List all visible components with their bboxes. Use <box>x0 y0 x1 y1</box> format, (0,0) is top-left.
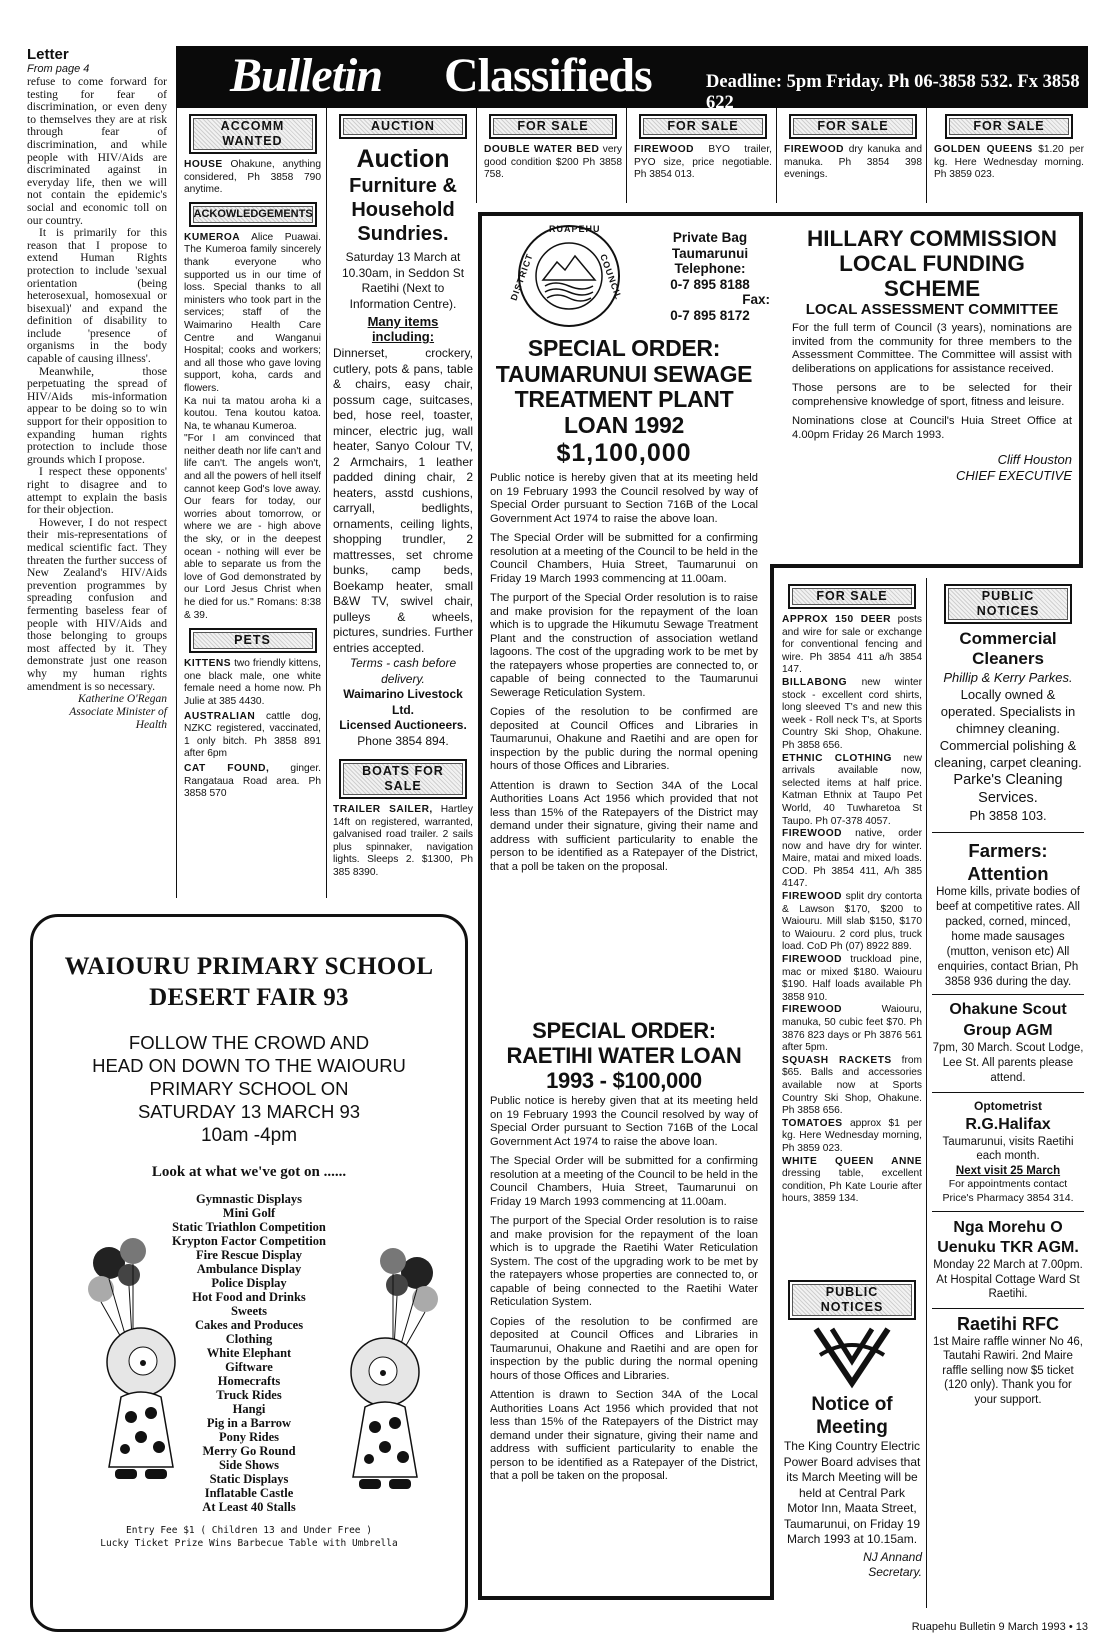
column-auction <box>333 114 473 894</box>
cleaners-text: Locally owned & operated. Specialists in chimney cleaning. Commercial polishing & cleaning, carpet cleaning. <box>934 687 1082 770</box>
column-divider <box>176 108 177 898</box>
fair-lucky: Lucky Ticket Prize Wins Barbecue Table with Umbrella <box>100 1538 398 1549</box>
notice-paragraph: Copies of the resolution to be confirmed are deposited at Council Offices and Libraries in Taumarunui, Ohakune and Raetihi and are open for inspection by the public during the normal opening hours of those Offices and Libraries. <box>490 706 758 772</box>
auction-when: Saturday 13 March at 10.30am, in Seddon St Raetihi (Next to Information Centre). <box>341 250 465 311</box>
fair-line: 10am -4pm <box>200 1125 298 1146</box>
kcepb-notice <box>782 1280 922 1598</box>
auction-firm: Waimarino Livestock Ltd. <box>343 687 463 717</box>
classified-item: FIREWOOD split dry contorta & Lawson $170, $200 to Waiouru. Mill slab $150, $170 to Waiouru. 2 cord plus, truck load. CoD Ph (07) 8922 889. <box>782 891 922 953</box>
acknowledgement-quote: "For I am convinced that neither death nor life can't and life can't. The angels won't, and all the powers of hell itself cannot keep God's love away. Our fears for today, our worries about tomorrow, or where we are - high above the sky, or in the deepest ocean - nothing will ever be able to separate us from the love of God demonstrated by our Lord Jesus Christ when he died for us." Romans: 8:38 & 39. <box>184 433 321 621</box>
hillary-title: HILLARY COMMISSION LOCAL FUNDING SCHEME <box>806 226 1057 301</box>
fair-item: Fire Rescue Display <box>195 1248 302 1262</box>
hillary-subtitle: LOCAL ASSESSMENT COMMITTEE <box>805 301 1059 318</box>
fair-item: Krypton Factor Competition <box>172 1234 326 1248</box>
desert-fair-ad <box>30 914 468 1632</box>
section-header-for-sale: FOR SALE <box>489 114 617 139</box>
fair-item: Sweets <box>230 1304 268 1318</box>
fair-item: Gymnastic Displays <box>196 1192 302 1206</box>
nga-morehu-text: Monday 22 March at 7.00pm. At Hospital Cottage Ward St Raetihi. <box>933 1259 1083 1300</box>
notice-paragraph: Attention is drawn to Section 34A of the Local Authorities Loans Act 1956 which provided that not less than 15% of the Ratepayers of the District may demand under their signature, giving their name and address with sufficient particularity to enable the person to be identified as a Ratepayer of the District, that a poll be taken on the proposal. <box>490 1389 758 1482</box>
fair-item: Clothing <box>225 1332 273 1346</box>
notice-paragraph: For the full term of Council (3 years), nominations are invited from the community for three members to the Assessment Committee. The Committee will assist with deliberations on applications for assistance received. <box>792 322 1072 375</box>
for-sale-box <box>634 114 772 202</box>
fair-item: Hot Food and Drinks <box>192 1290 306 1304</box>
council-notice-mid-edge <box>770 564 1083 568</box>
section-header-accomm: ACCOMM WANTED <box>189 114 317 154</box>
column-divider <box>926 108 927 203</box>
notice-paragraph: The Special Order will be submitted for a confirming resolution at a meeting of the Council to be held in the Council Chambers, Huia Street, Taumarunui on Friday 19 March 1993 commencing at 11.00am. <box>490 1155 758 1208</box>
letter-body <box>27 76 167 693</box>
divider <box>932 1211 1084 1212</box>
banner-title-classifieds: Classifieds <box>444 49 652 102</box>
special-order-amount: $1,100,000 <box>556 439 692 467</box>
classified-item: FIREWOOD BYO trailer, PYO size, price negotiable. Ph 3854 013. <box>634 144 772 181</box>
banner-deadline: Deadline: 5pm Friday. Ph 06-3858 532. Fx 3858 622 <box>706 72 1080 113</box>
fair-line: HEAD ON DOWN TO THE WAIOURU <box>92 1055 406 1076</box>
classified-item: CAT FOUND, ginger. Rangataua Road area. Ph 3858 570 <box>184 762 321 800</box>
council-logo <box>508 222 624 330</box>
classified-item: ETHNIC CLOTHING new arrivals available now, selected items at half price. Katman Ethnix at Taupo Pet World, 40 Tuwharetoa St Taupo. Ph 07-378 4057. <box>782 752 922 827</box>
cleaners-names: Phillip & Kerry Parkes. <box>943 670 1073 685</box>
auction-title: Auction <box>356 145 450 173</box>
fair-title-event: DESERT FAIR 93 <box>149 984 349 1011</box>
letter-paragraph: It is primarily for this reason that I propose to extend Human Rights protection to include 'sexual orientation (being heterosexual, homosexual or bisexual)' and expand the definition of disability to include 'presence of organisms in the body capable of causing illness'. <box>27 226 167 366</box>
cleaners-phone: Ph 3858 103. <box>969 808 1047 823</box>
auction-licensed: Licensed Auctioneers. <box>339 718 467 732</box>
column-for-sale <box>782 584 922 1274</box>
divider <box>932 1092 1084 1093</box>
fair-look: Look at what we've got on ...... <box>151 1164 347 1180</box>
section-header-for-sale: FOR SALE <box>945 114 1073 139</box>
optometrist-name: R.G.Halifax <box>965 1115 1051 1133</box>
notice-paragraph: The purport of the Special Order resolution is to raise and make provision for the repayment of the loan which is to upgrade the Hikumutu Sewage Treatment Plant and the construction of association wetland lagoons. The cost of the upgrading work to be met by the ratepayers whose properties are connected to, or capable of being connected to the Taumarunui Sewerage Reticulation System. <box>490 592 758 699</box>
fair-item: Police Display <box>211 1276 287 1290</box>
fair-item: Static Displays <box>209 1472 289 1486</box>
notice-paragraph: The Special Order will be submitted for a confirming resolution at a meeting of the Council to be held in the Council Chambers, Huia Street, Taumarunui on Friday 19 March 1993 commencing at 11.00am. <box>490 532 758 585</box>
council-notice-inner-edge <box>770 564 774 1600</box>
hillary-commission-notice <box>792 226 1072 560</box>
raetihi-rfc-text: 1st Maire raffle winner No 46, Tautahi Rawiri. 2nd Maire raffle selling now $5 ticket (120 only). Thank you for your support. <box>933 1335 1083 1406</box>
farmers-text: Home kills, private bodies of beef at competitive rates. All packed, corned, minced, home made sausages (mutton, venison etc) All enquiries, contact Brian, Ph 3858 936 during the day. <box>936 886 1080 988</box>
power-board-logo-icon <box>812 1325 892 1387</box>
for-sale-box <box>934 114 1084 202</box>
auction-many-items: Many items including: <box>367 314 439 344</box>
fair-item: Ambulance Display <box>196 1262 302 1276</box>
special-order-water <box>490 1018 758 1593</box>
letter-heading: Letter <box>27 46 69 63</box>
logo-text-right: COUNCIL <box>598 252 624 302</box>
kcepb-signature: NJ Annand <box>863 1549 922 1564</box>
section-header-for-sale: FOR SALE <box>789 114 917 139</box>
column-divider <box>626 108 627 203</box>
classified-item: FIREWOOD dry kanuka and manuka. Ph 3854 398 evenings. <box>784 144 922 181</box>
classified-item: BILLABONG new winter stock - excellent cord shirts, long sleeved T's and new this week - Roll neck T's, at Sports Country Ski Shop, Ohakune. Ph 3858 656. <box>782 676 922 751</box>
classifieds-banner <box>176 46 1088 113</box>
council-notice-right-edge <box>1079 212 1083 568</box>
fair-item: At Least 40 Stalls <box>202 1500 296 1514</box>
letter-paragraph: I respect these opponents' right to disagree and to attempt to explain the basis for their objection. <box>27 465 167 517</box>
scout-title: Ohakune Scout Group AGM <box>949 1001 1067 1039</box>
kcepb-title: Notice of Meeting <box>811 1394 893 1438</box>
cleaners-name: Parke's Cleaning Services. <box>953 772 1063 806</box>
section-header-public-notices: PUBLIC NOTICES <box>788 1280 916 1320</box>
banner-title-bulletin: Bulletin <box>230 49 383 102</box>
classified-item: SQUASH RACKETS from $65. Balls and accessories available now at Sports Country Ski Shop, Ohakune. Ph 3858 656. <box>782 1054 922 1117</box>
divider <box>932 832 1084 833</box>
divider <box>932 1308 1084 1309</box>
kcepb-role: Secretary. <box>868 1564 922 1579</box>
classified-item: DOUBLE WATER BED very good condition $200 Ph 3858 758. <box>484 144 622 181</box>
classified-item: TOMATOES approx $1 per kg. Here Wednesday morning, Ph 3859 023. <box>782 1117 922 1154</box>
fair-item: Merry Go Round <box>202 1444 296 1458</box>
letter-paragraph: Meanwhile, those perpetuating the spread of HIV/Aids mis-information appear to be doing so to win support for their opposition to expanding human rights protection to include those grounds which I propose. <box>27 364 167 466</box>
fair-line: SATURDAY 13 MARCH 93 <box>137 1101 361 1122</box>
auction-subtitle: Furniture & Household Sundries. <box>349 175 457 245</box>
kcepb-text: The King Country Electric Power Board advises that its March Meeting will be held at Central Park Motor Inn, Maata Street, Taumarunui, on Friday 19 March 1993 at 10.15am. <box>783 1439 921 1546</box>
page-footer: Ruapehu Bulletin 9 March 1993 • 13 <box>911 1621 1088 1633</box>
notice-paragraph: Nominations close at Council's Huia Street Office at 4.00pm Friday 26 March 1993. <box>792 415 1072 441</box>
clown-balloons-icon <box>335 1247 445 1497</box>
hillary-signature: Cliff Houston <box>997 452 1072 467</box>
fair-item: White Elephant <box>206 1346 292 1360</box>
fair-item: Pony Rides <box>218 1430 280 1444</box>
for-sale-box <box>484 114 622 202</box>
classified-item: AUSTRALIAN cattle dog, NZKC registered, vaccinated, 1 only bitch. Ph 3858 891 after 6pm <box>184 710 321 760</box>
acknowledgement-maori: Ka nui ta matou aroha ki a koutou. Tena koutou katoa. Na, te whanau Kumeroa. <box>184 395 321 432</box>
classified-item: KITTENS two friendly kittens, one black male, one white female need a home now. Ph Julie at 385 4430. <box>184 658 321 707</box>
farmers-title: Farmers: Attention <box>967 840 1049 884</box>
special-order-title: SPECIAL ORDER: TAUMARUNUI SEWAGE TREATMENT PLANT LOAN 1992 <box>495 335 753 438</box>
notice-paragraph: Public notice is hereby given that at its meeting held on 19 February 1993 the Council resolved by way of Special Order pursuant to Section 716B of the Local Government Act 1974 to raise the above loan. <box>490 1095 758 1148</box>
fair-item: Static Triathlon Competition <box>172 1220 326 1234</box>
section-header-auction: AUCTION <box>339 114 467 139</box>
optometrist-next: Next visit 25 March <box>955 1164 1061 1177</box>
section-header-public-notices: PUBLIC NOTICES <box>944 584 1072 624</box>
notice-paragraph: The purport of the Special Order resolution is to raise and make provision for the repayment of the loan which is to upgrade the Raetihi Water Reticulation System. The cost of the upgrading work to be met by the ratepayers whose properties are connected to, or capable of being connected to the Raetihi Water Reticulation System. <box>490 1215 758 1308</box>
cleaners-title: Commercial Cleaners <box>959 629 1057 668</box>
fair-entry: Entry Fee $1 ( Children 13 and Under Free ) <box>126 1525 372 1536</box>
column-divider <box>476 108 477 203</box>
notice-paragraph: Copies of the resolution to be confirmed are deposited at Council Offices and Libraries in Taumarunui, Ohakune and Raetihi and are open for inspection by the public during the normal opening hours of those Offices and Libraries. <box>490 1315 758 1382</box>
section-header-for-sale: FOR SALE <box>639 114 767 139</box>
fair-item: Inflatable Castle <box>204 1486 294 1500</box>
optometrist-contact: For appointments contact Price's Pharmacy 3854 314. <box>942 1178 1074 1204</box>
for-sale-box <box>784 114 922 202</box>
fair-item: Mini Golf <box>222 1206 276 1220</box>
classified-item: FIREWOOD truckload pine, mac or mixed $180. Waiouru $190. Half loads available Ph 3858 910. <box>782 954 922 1003</box>
fair-line: FOLLOW THE CROWD AND <box>128 1032 370 1053</box>
column-divider <box>326 108 327 898</box>
clown-balloons-icon <box>81 1237 191 1487</box>
letter-role: Health <box>135 719 167 732</box>
notice-paragraph: Public notice is hereby given that at its meeting held on 19 February 1993 the Council resolved by way of Special Order pursuant to Section 716B of the Local Government Act 1974 to raise the above loan. <box>490 472 758 525</box>
section-header-for-sale: FOR SALE <box>788 584 916 609</box>
classified-item: FIREWOOD native, order now and have dry for winter. Maire, matai and mixed loads. COD. Ph 3854 411, A/h 385 4147. <box>782 828 922 890</box>
fair-item: Cakes and Produces <box>194 1318 304 1332</box>
fair-item: Hangi <box>232 1402 266 1416</box>
fair-item: Side Shows <box>218 1458 280 1472</box>
letter-column <box>27 46 167 910</box>
column-accomm-ack-pets <box>184 114 321 894</box>
scout-text: 7pm, 30 March. Scout Lodge, Lee St. All parents please attend. <box>932 1042 1084 1084</box>
section-header-boats: BOATS FOR SALE <box>339 759 467 799</box>
classified-item: GOLDEN QUEENS $1.20 per kg. Here Wednesday morning. Ph 3859 023. <box>934 144 1084 181</box>
letter-paragraph: refuse to come forward for testing for fear of discrimination, or even deny to themselves they are at risk through fear of discrimination, and while people with HIV/Aids are discriminated against in everyday life, then we will not contain the epidemic's social and economic toll on our country. <box>27 75 167 227</box>
raetihi-rfc-title: Raetihi RFC <box>956 1313 1059 1334</box>
column-divider <box>776 108 777 203</box>
nga-morehu-title: Nga Morehu O Uenuku TKR AGM. <box>937 1219 1079 1256</box>
column-public-notices <box>932 584 1084 1614</box>
acknowledgement-text: KUMEROA Alice Puawai. The Kumeroa family sincerely thank everyone who supported us in our time of loss. Special thanks to all ministers who took part in the services; staff of the Waimarino Health Care Centre and Wanganui Hospital; cooks and workers; and all those who gave loving support, koha, cards and flowers. <box>184 231 321 394</box>
fair-title-school: WAIOURU PRIMARY SCHOOL <box>64 953 434 980</box>
hillary-role: CHIEF EXECUTIVE <box>955 468 1072 483</box>
classified-item: HOUSE Ohakune, anything considered, Ph 3858 790 anytime. <box>184 159 321 196</box>
special-order-title: SPECIAL ORDER: RAETIHI WATER LOAN 1993 - $100,000 <box>506 1018 742 1093</box>
fair-line: PRIMARY SCHOOL ON <box>149 1078 349 1099</box>
special-order-sewage <box>490 336 758 991</box>
auction-items: Dinnerset, crockery, cutlery, pots & pans, table & chairs, easy chair, possum cage, suitcases, bed, hose reel, toaster, mincer, electric jug, wall heater, Sanyo Colour TV, 2 Armchairs, 1 leather padded dining chair, 2 heaters, asstd cushions, carryall, bedlights, ornaments, ceiling lights, shopping trundler, 2 mattresses, set chrome bunks, camp beds, Boekamp heater, small B&W TV, swivel chair, pulleys & wheels, pictures, sundries. Further entries accepted. <box>333 346 473 655</box>
fair-item: Pig in a Barrow <box>206 1416 292 1430</box>
letter-from: From page 4 <box>27 63 90 75</box>
classified-item: FIREWOOD Waiouru, manuka, 50 cubic feet $70. Ph 3876 823 days or Ph 3876 561 after 5pm. <box>782 1004 922 1054</box>
letter-role: Associate Minister of <box>69 706 167 719</box>
logo-text-top: RUAPEHU <box>549 224 601 234</box>
auction-phone: Phone 3854 894. <box>357 733 449 748</box>
classified-item: WHITE QUEEN ANNE dressing table, excellent condition, Ph Kate Lourie after hours, 3859 134. <box>782 1155 922 1205</box>
letter-signature: Katherine O'Regan <box>77 693 167 706</box>
notice-paragraph: Those persons are to be selected for their comprehensive knowledge of sport, fitness and leisure. <box>792 382 1072 408</box>
fair-item: Homecrafts <box>217 1374 281 1388</box>
classified-item: TRAILER SAILER, Hartley 14ft on registered, warranted, galvanised road trailer. 2 sails plus spinnaker, navigation lights. Sleeps 2. $1300, Ph 385 8390. <box>333 804 473 878</box>
section-header-ack: ACKOWLEDGEMENTS <box>189 202 317 227</box>
auction-terms: Terms - cash before delivery. <box>349 656 457 686</box>
optometrist-label: Optometrist <box>973 1099 1042 1113</box>
logo-text-left: DISTRICT <box>508 252 535 302</box>
fair-item: Truck Rides <box>216 1388 282 1402</box>
letter-paragraph: However, I do not respect their mis-representations of medical scientific fact. They threaten the further success of New Zealand's HIV/Aids prevention programmes by spreading confusion and fermenting baseless fear of people with HIV/Aids and those belonging to groups most affected by it. They demonstrate just one reason why my human rights amendment is so necessary. <box>27 515 167 693</box>
classified-item: APPROX 150 DEER posts and wire for sale or exchange for conventional fencing and wire. Ph 3854 411 a/h 3854 147. <box>782 614 922 676</box>
council-address: Private Bag Taumarunui Telephone: 0-7 895 8188 Fax: 0-7 895 8172 <box>670 230 770 323</box>
divider <box>932 994 1084 995</box>
optometrist-text: Taumarunui, visits Raetihi each month. <box>942 1135 1074 1162</box>
fair-item: Giftware <box>225 1360 273 1374</box>
notice-paragraph: Attention is drawn to Section 34A of the Local Authorities Loans Act 1956 which provided that not less than 15% of the Ratepayers of the District may demand under their signature, giving their name and address with sufficient particularity to enable the person to be identified as a Ratepayer of the District, that a poll be taken on the proposal. <box>490 779 758 873</box>
council-notice-bottom-edge <box>478 1596 774 1600</box>
section-header-pets: PETS <box>189 628 317 653</box>
